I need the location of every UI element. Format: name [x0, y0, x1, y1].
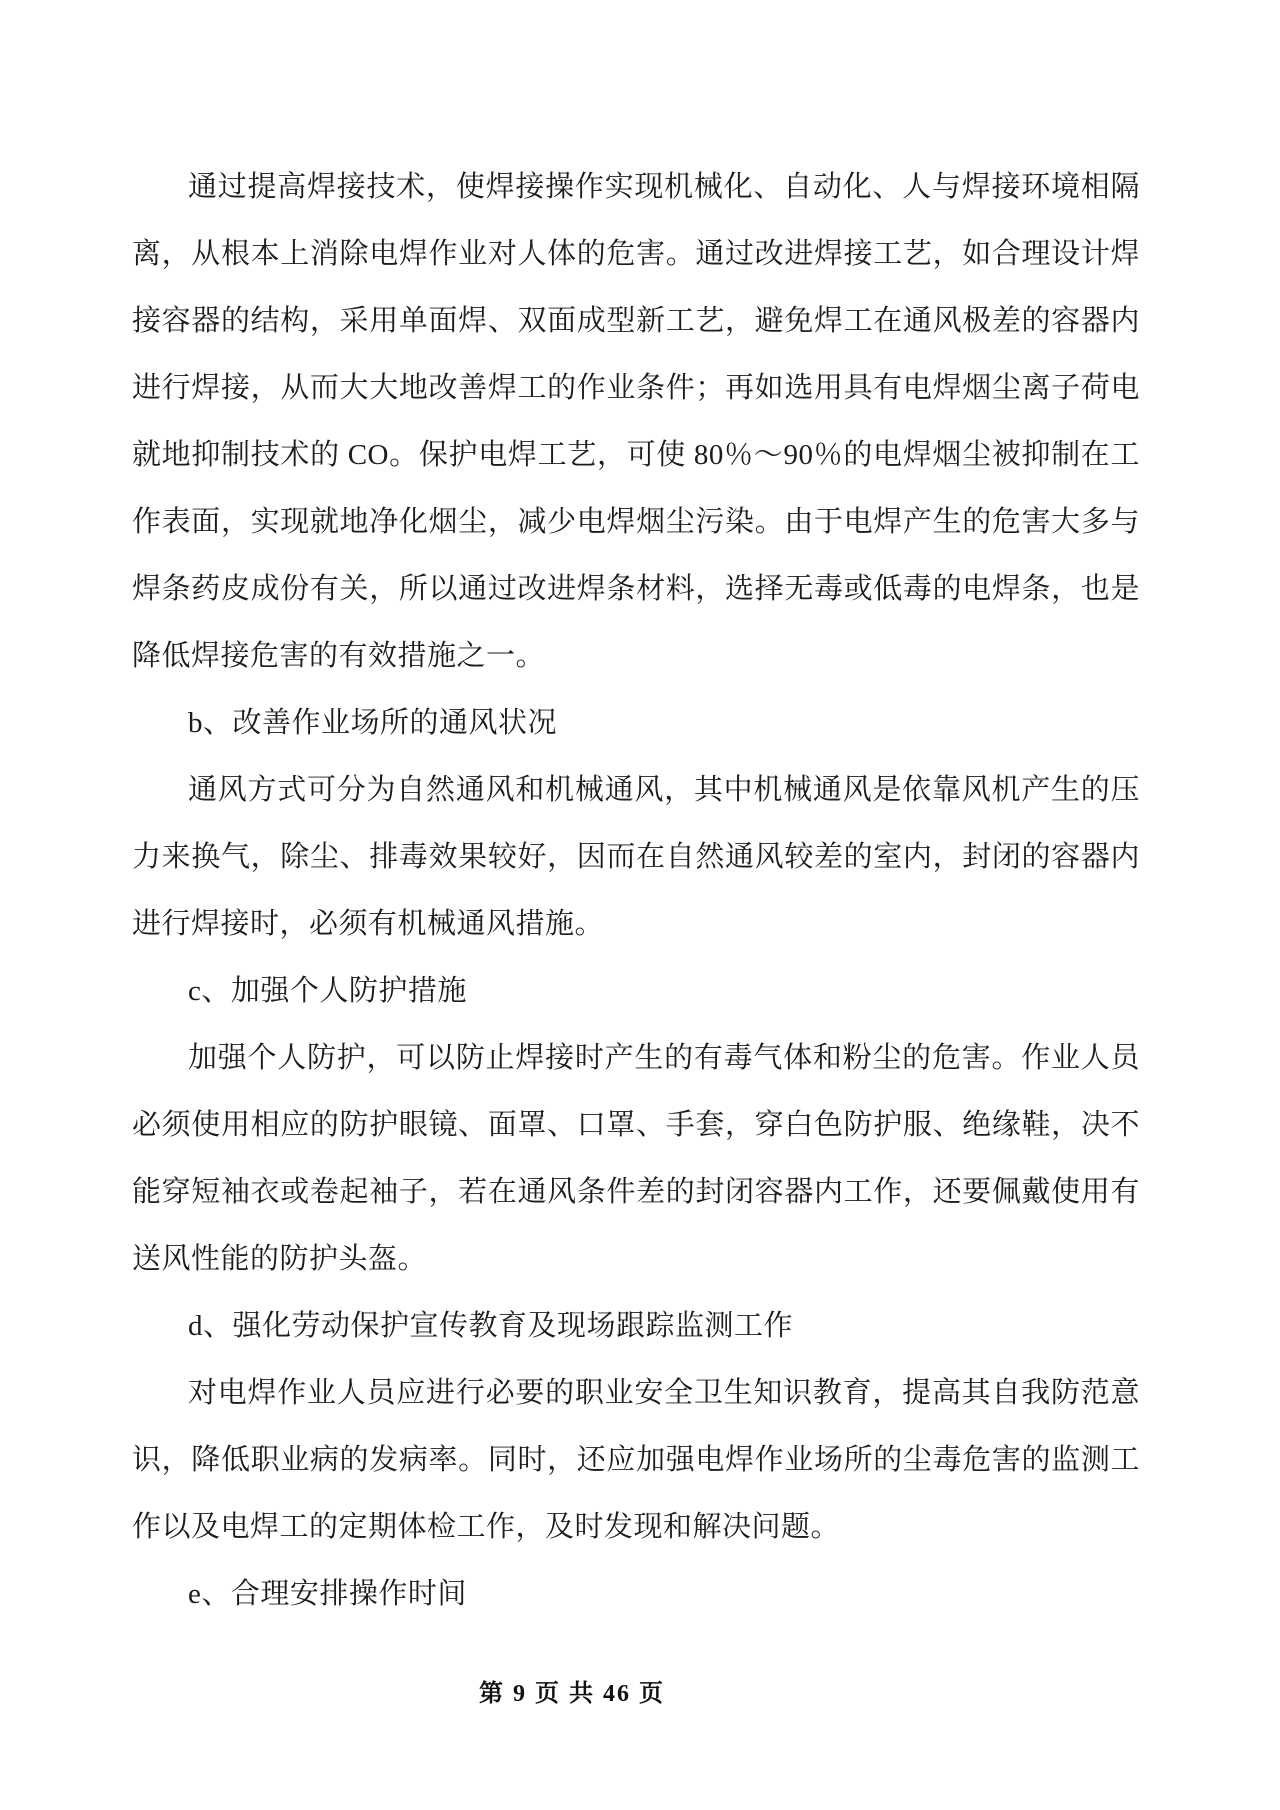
paragraph: 通过提高焊接技术，使焊接操作实现机械化、自动化、人与焊接环境相隔离，从根本上消除电焊作业对人体的危害。通过改进焊接工艺，如合理设计焊接容器的结构，采用单面焊、双面成型新工艺，避免焊工在通风极差的容器内进行焊接，从而大大地改善焊工的作业条件；再如选用具有电焊烟尘离子荷电就地抑制技术的 CO。保护电焊工艺，可使 80％～90％的电焊烟尘被抑制在工作表面，实现就地净化烟尘，减少电焊烟尘污染。由于电焊产生的危害大多与焊条药皮成份有关，所以通过改进焊条材料，选择无毒或低毒的电焊条，也是降低焊接危害的有效措施之一。	[132, 171, 1140, 672]
paragraph: 对电焊作业人员应进行必要的职业安全卫生知识教育，提高其自我防范意识，降低职业病的发病率。同时，还应加强电焊作业场所的尘毒危害的监测工作以及电焊工的定期体检工作，及时发现和解决问题。	[132, 1377, 1140, 1543]
section-heading: e、合理安排操作时间	[188, 1578, 467, 1610]
document-body	[132, 154, 1140, 1628]
page-number-label: 第 9 页 共 46 页	[479, 1681, 665, 1707]
paragraph: 通风方式可分为自然通风和机械通风，其中机械通风是依靠风机产生的压力来换气，除尘、排毒效果较好，因而在自然通风较差的室内，封闭的容器内进行焊接时，必须有机械通风措施。	[132, 774, 1140, 940]
section-heading: c、加强个人防护措施	[188, 975, 467, 1007]
section-heading: d、强化劳动保护宣传教育及现场跟踪监测工作	[188, 1310, 794, 1342]
paragraph: 加强个人防护，可以防止焊接时产生的有毒气体和粉尘的危害。作业人员必须使用相应的防护眼镜、面罩、口罩、手套，穿白色防护服、绝缘鞋，决不能穿短袖衣或卷起袖子，若在通风条件差的封闭容器内工作，还要佩戴使用有送风性能的防护头盔。	[132, 1042, 1140, 1275]
section-heading: b、改善作业场所的通风状况	[188, 707, 558, 739]
page-footer	[0, 1676, 1144, 1712]
